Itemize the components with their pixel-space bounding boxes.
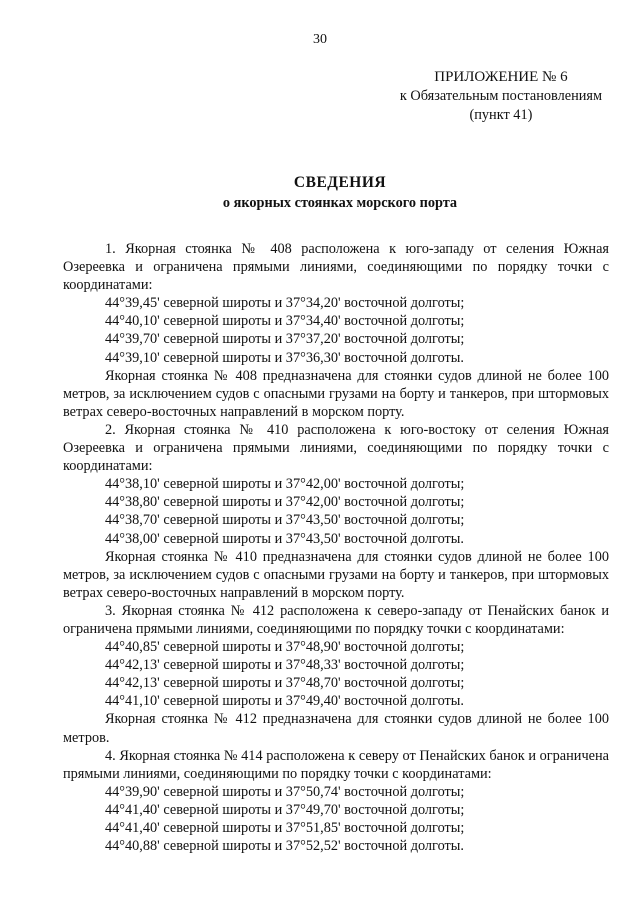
anchorage-purpose-text: Якорная стоянка № 412 предназначена для стоянки судов длиной не более 100 метров. [63, 711, 609, 746]
document-title: СВЕДЕНИЯ [293, 174, 387, 191]
coordinate-line: 44°40,88' северной широты и 37°52,52' восточной долготы. [105, 838, 464, 855]
coordinate-line: 44°39,90' северной широты и 37°50,74' восточной долготы; [105, 783, 465, 800]
coordinate-line: 44°39,70' северной широты и 37°37,20' восточной долготы; [105, 331, 465, 348]
coordinate-line: 44°40,10' северной широты и 37°34,40' восточной долготы; [105, 313, 465, 330]
coordinate-line: 44°42,13' северной широты и 37°48,70' восточной долготы; [105, 675, 465, 692]
page-number: 30 [313, 32, 327, 47]
anchorage-location-text: 4. Якорная стоянка № 414 расположена к северу от Пенайских банок и ограничена прямыми линиями, соединяющими по порядку точки с координатами: [63, 747, 609, 782]
coordinate-line: 44°41,40' северной широты и 37°49,70' восточной долготы; [105, 801, 465, 818]
anchorage-section-408 [63, 240, 609, 421]
anchorage-purpose-text: Якорная стоянка № 410 предназначена для стоянки судов длиной не более 100 метров, за исключением судов с опасными грузами на борту и танкеров, при штормовых ветрах северо-восточных направлений в морском порту. [63, 548, 609, 601]
anchorage-section-414 [63, 747, 609, 856]
appendix-subtitle: к Обязательным постановлениям [399, 88, 602, 104]
document-subtitle: о якорных стоянках морского порта [222, 195, 458, 211]
anchorage-section-410 [63, 421, 609, 602]
anchorage-location-text: 1. Якорная стоянка № 408 расположена к юго-западу от селения Южная Озереевка и ограничена прямыми линиями, соединяющими по порядку точки с координатами: [63, 241, 609, 294]
coordinate-line: 44°39,45' северной широты и 37°34,20' восточной долготы; [105, 295, 465, 312]
appendix-title: ПРИЛОЖЕНИЕ № 6 [434, 69, 568, 85]
document-body [63, 240, 609, 855]
coordinate-line: 44°38,80' северной широты и 37°42,00' восточной долготы; [105, 494, 465, 511]
coordinate-line: 44°42,13' северной широты и 37°48,33' восточной долготы; [105, 657, 465, 674]
coordinate-line: 44°38,10' северной широты и 37°42,00' восточной долготы; [105, 476, 465, 493]
anchorage-purpose-text: Якорная стоянка № 408 предназначена для стоянки судов длиной не более 100 метров, за исключением судов с опасными грузами на борту и танкеров, при штормовых ветрах северо-восточных направлений в морском порту. [63, 367, 609, 420]
appendix-header [400, 68, 602, 125]
coordinate-line: 44°38,00' северной широты и 37°43,50' восточной долготы. [105, 530, 464, 547]
document-heading [0, 173, 640, 213]
coordinate-line: 44°38,70' северной широты и 37°43,50' восточной долготы; [105, 512, 465, 529]
coordinate-line: 44°41,40' северной широты и 37°51,85' восточной долготы; [105, 820, 465, 836]
anchorage-location-text: 3. Якорная стоянка № 412 расположена к северо-западу от Пенайских банок и ограничена прямыми линиями, соединяющими по порядку точки с координатами: [63, 602, 609, 637]
anchorage-section-412 [63, 602, 609, 747]
coordinate-line: 44°40,85' северной широты и 37°48,90' восточной долготы; [105, 639, 465, 656]
coordinate-line: 44°39,10' северной широты и 37°36,30' восточной долготы. [105, 349, 464, 366]
anchorage-location-text: 2. Якорная стоянка № 410 расположена к юго-востоку от селения Южная Озереевка и ограничена прямыми линиями, соединяющими по порядку точки с координатами: [63, 421, 609, 475]
appendix-clause: (пункт 41) [469, 107, 533, 123]
coordinate-line: 44°41,10' северной широты и 37°49,40' восточной долготы. [105, 693, 464, 710]
